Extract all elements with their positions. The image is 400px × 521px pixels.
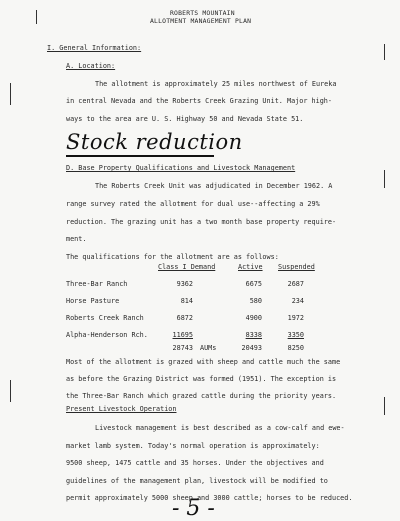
col-header-demand: Class I Demand bbox=[158, 263, 216, 271]
handwritten-note: Stock reduction bbox=[66, 130, 243, 154]
row-suspended: 3350 bbox=[287, 331, 304, 339]
history-line-2: as before the Grazing District was formed (1951). The exception is bbox=[66, 375, 337, 383]
row-name: Horse Pasture bbox=[66, 297, 120, 305]
header-line-2: ALLOTMENT MANAGEMENT PLAN bbox=[150, 17, 252, 25]
totals-active: 20493 bbox=[241, 344, 262, 352]
history-line-3: the Three-Bar Ranch which grazed cattle during the priority years. bbox=[66, 392, 337, 400]
row-active: 8338 bbox=[245, 331, 262, 339]
history-line-1: Most of the allotment is grazed with sheep and cattle much the same bbox=[66, 358, 341, 366]
location-line-1: The allotment is approximately 25 miles northwest of Eureka bbox=[95, 80, 337, 88]
row-name: Three-Bar Ranch bbox=[66, 280, 128, 288]
row-suspended: 234 bbox=[291, 297, 304, 305]
margin-mark-top bbox=[36, 10, 37, 24]
page-number: - 5 - bbox=[172, 496, 215, 521]
margin-mark-right bbox=[384, 170, 385, 188]
margin-mark-left bbox=[10, 83, 11, 105]
row-suspended: 2687 bbox=[287, 280, 304, 288]
row-name: Alpha-Henderson Rch. bbox=[66, 331, 148, 339]
row-active: 6675 bbox=[245, 280, 262, 288]
base-property-line-4: ment. bbox=[66, 235, 87, 243]
row-active: 580 bbox=[249, 297, 262, 305]
totals-suspended: 8250 bbox=[287, 344, 304, 352]
base-property-line-1: The Roberts Creek Unit was adjudicated in December 1962. A bbox=[95, 182, 333, 190]
margin-mark-left bbox=[10, 380, 11, 402]
totals-label: AUMs bbox=[200, 344, 217, 352]
operation-line-5: permit approximately 5000 sheep and 3000 cattle; horses to be reduced. bbox=[66, 494, 353, 502]
col-header-active: Active bbox=[238, 263, 263, 271]
row-demand: 9362 bbox=[176, 280, 193, 288]
location-line-3: ways to the area are U. S. Highway 50 and Nevada State 51. bbox=[66, 115, 304, 123]
section-heading-general: I. General Information: bbox=[47, 44, 142, 52]
handwritten-underline bbox=[66, 155, 214, 157]
operation-line-4: guidelines of the management plan, livestock will be modified to bbox=[66, 477, 328, 485]
margin-mark-right bbox=[384, 397, 385, 415]
section-heading-base-property: D. Base Property Qualifications and Livestock Management bbox=[66, 164, 296, 172]
operation-line-3: 9500 sheep, 1475 cattle and 35 horses. Under the objectives and bbox=[66, 459, 324, 467]
operation-line-2: market lamb system. Today's normal operation is approximately: bbox=[66, 442, 320, 450]
row-demand: 814 bbox=[180, 297, 193, 305]
col-header-suspended: Suspended bbox=[278, 263, 315, 271]
base-property-line-2: range survey rated the allotment for dual use--affecting a 29% bbox=[66, 200, 320, 208]
row-demand: 11695 bbox=[172, 331, 193, 339]
row-active: 4900 bbox=[245, 314, 262, 322]
qualifications-intro: The qualifications for the allotment are as follows: bbox=[66, 253, 279, 261]
subheading-location: A. Location: bbox=[66, 62, 116, 70]
row-suspended: 1972 bbox=[287, 314, 304, 322]
operation-line-1: Livestock management is best described as a cow-calf and ewe- bbox=[95, 424, 345, 432]
margin-mark-right bbox=[384, 44, 385, 60]
totals-demand: 28743 bbox=[172, 344, 193, 352]
row-name: Roberts Creek Ranch bbox=[66, 314, 144, 322]
header-line-1: ROBERTS MOUNTAIN bbox=[170, 9, 235, 17]
row-demand: 6872 bbox=[176, 314, 193, 322]
location-line-2: in central Nevada and the Roberts Creek Grazing Unit. Major high- bbox=[66, 97, 332, 105]
base-property-line-3: reduction. The grazing unit has a two month base property require- bbox=[66, 218, 337, 226]
section-heading-present-operation: Present Livestock Operation bbox=[66, 405, 177, 413]
